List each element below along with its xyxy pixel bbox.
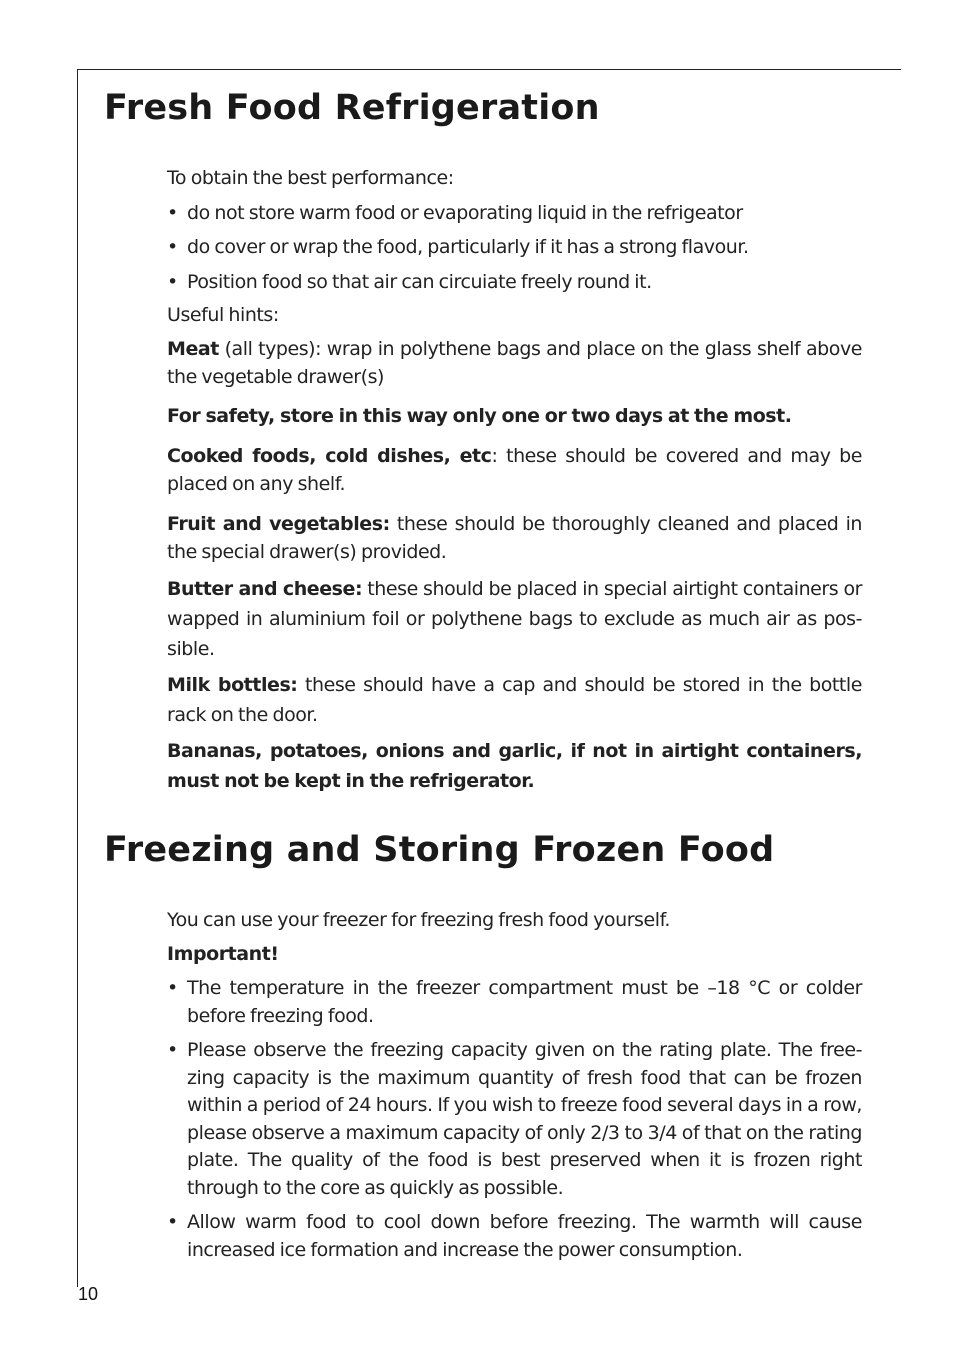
hint-text: : these should be covered and may be placed on any shelf. xyxy=(167,445,862,495)
page-number: 10 xyxy=(78,1284,99,1304)
hint-label: Meat xyxy=(167,338,219,360)
bullet-item: • Please observe the freezing capacity given on the rating plate. The free-zing capacity is the maximum quantity of fresh food that can be frozen within a period of 24 hours. If you wish to freeze food several days in a row, please observe a maximum capacity of only 2/3 to 3/4 of that on the rating plate. The quality of the food is best preserved when it is frozen right through to the core as quickly as possible. xyxy=(167,1039,862,1199)
hint-milk-bottles xyxy=(167,670,862,730)
freezing-intro-block xyxy=(167,907,862,1264)
section-title-freezing: Freezing and Storing Frozen Food xyxy=(104,830,775,870)
hint-cooked-foods xyxy=(167,443,862,498)
top-rule xyxy=(77,69,901,70)
left-rule xyxy=(77,69,78,1287)
hint-butter-cheese xyxy=(167,574,862,664)
hint-text: these should be placed in special airtight containers or wapped in aluminium foil or polythene bags to exclude as much air as pos-sible. xyxy=(167,578,862,660)
hint-meat xyxy=(167,336,862,391)
hint-label: Cooked foods, cold dishes, etc xyxy=(167,445,492,467)
bullet-item: • The temperature in the freezer compartment must be –18 °C or colder before freezing food. xyxy=(167,977,862,1027)
hint-text: these should be thoroughly cleaned and placed in the special drawer(s) provided. xyxy=(167,513,862,563)
hint-label: For safety, store in this way only one or two days at the most. xyxy=(167,405,792,427)
hint-fruit-vegetables xyxy=(167,511,862,566)
important-label: Important! xyxy=(167,942,279,965)
bullet-item: • do cover or wrap the food, particularly if it has a strong flavour. xyxy=(167,236,749,258)
fresh-food-intro-block xyxy=(167,165,862,296)
bullet-item: • Position food so that air can circuiate freely round it. xyxy=(167,270,652,293)
hint-label: Butter and cheese: xyxy=(167,578,363,600)
hint-label: Milk bottles: xyxy=(167,674,298,696)
bullet-item: • do not store warm food or evaporating liquid in the refrigeator xyxy=(167,201,743,224)
useful-hints-label: Useful hints: xyxy=(167,304,279,326)
hint-label: Bananas, potatoes, onions and garlic, if not in airtight containers, must not be kept in the refrigerator. xyxy=(167,740,862,792)
hint-text: (all types): wrap in polythene bags and place on the glass shelf above the vegetable drawer(s) xyxy=(167,338,862,388)
hint-text: these should have a cap and should be stored in the bottle rack on the door. xyxy=(167,674,862,726)
bullet-item: • Allow warm food to cool down before freezing. The warmth will cause increased ice formation and increase the power consumption. xyxy=(167,1211,862,1261)
intro-text: To obtain the best performance: xyxy=(167,167,454,189)
hint-safety xyxy=(167,403,862,431)
hint-bananas-warning xyxy=(167,736,862,796)
hint-label: Fruit and vegetables: xyxy=(167,513,390,535)
section-title-fresh-food: Fresh Food Refrigeration xyxy=(104,88,600,128)
intro-text: You can use your freezer for freezing fresh food yourself. xyxy=(167,909,671,931)
